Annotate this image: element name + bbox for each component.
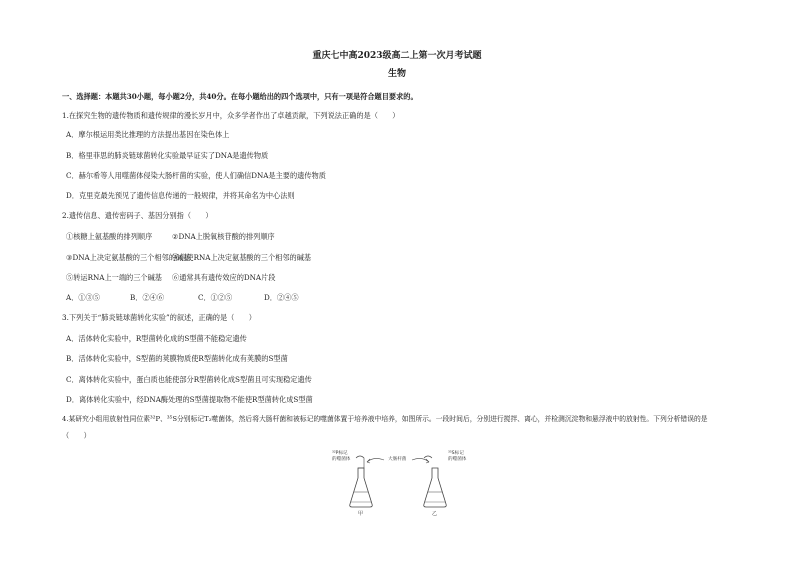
question-3-option-d: D．离体转化实验中，经DNA酶处理的S型菌提取物不能使R型菌转化成S型菌 (66, 395, 313, 404)
question-2-item-6: ⑥通常具有遗传效应的DNA片段 (172, 273, 276, 282)
question-1-option-a: A．摩尔根运用类比推理的方法提出基因在染色体上 (66, 130, 230, 139)
question-2-item-5: ⑤转运RNA上一端的三个碱基 (66, 273, 162, 282)
question-2-option-d: D．②④⑤ (264, 293, 299, 302)
flask-left-icon (350, 456, 373, 507)
question-2-option-c: C．①②⑤ (198, 293, 233, 302)
experiment-figure (320, 446, 480, 516)
exam-title: 重庆七中高2023级高二上第一次月考试题 (312, 51, 482, 61)
question-2-stem: 2.遗传信息、遗传密码子、基因分别指（ ） (62, 211, 213, 220)
question-1-option-c: C．赫尔希等人用噬菌体侵染大肠杆菌的实验，使人们确信DNA是主要的遗传物质 (66, 171, 326, 180)
question-2-item-4: ④信使RNA上决定氨基酸的三个相邻的碱基 (172, 253, 312, 262)
flask-right-icon (424, 456, 447, 507)
question-3-option-b: B．活体转化实验中，S型菌的荚膜物质使R型菌转化成有荚膜的S型菌 (66, 354, 288, 363)
question-4-stem: 4.某研究小组用放射性同位素³²P、³⁵S分别标记T₂噬菌体，然后将大肠杆菌和被标记的噬菌体置于培养液中培养，如图所示。一段时间后，分别进行搅拌、离心，并检测沉淀物和悬浮液中的放射性。下列分析错误的是 (62, 415, 708, 423)
question-2-option-a: A．①③⑤ (66, 293, 100, 302)
question-1-option-b: B．格里菲思的肺炎链球菌转化实验最早证实了DNA是遗传物质 (66, 151, 269, 160)
question-3-stem: 3.下列关于“肺炎链球菌转化实验”的叙述，正确的是（ ） (62, 313, 256, 322)
question-1-option-d: D．克里克最先预见了遗传信息传递的一般规律，并将其命名为中心法则 (66, 191, 295, 200)
right-label-line1: ³⁵S标记 (448, 451, 464, 456)
arrow-to-right-icon (412, 458, 429, 462)
right-label-line2: 的噬菌体 (448, 457, 467, 462)
question-2-item-1: ①核糖上氨基酸的排列顺序 (66, 232, 153, 241)
arrow-to-left-icon (367, 458, 384, 462)
flask-right-caption: 乙 (432, 511, 438, 516)
question-2-item-3: ③DNA上决定氨基酸的三个相邻的碱基 (66, 253, 191, 262)
middle-label: 大肠杆菌 (388, 457, 407, 462)
section-heading: 一、选择题：本题共30小题，每小题2分，共40分。在每小题给出的四个选项中，只有一项是符合题目要求的。 (62, 92, 418, 101)
question-3-option-c: C．离体转化实验中，蛋白质也能使部分R型菌转化成S型菌且可实现稳定遗传 (66, 375, 312, 384)
flask-left-caption: 甲 (358, 511, 364, 516)
question-4-stem-continued: （ ） (62, 431, 91, 440)
question-2-option-b: B．②④⑥ (130, 293, 165, 302)
question-1-stem: 1.在探究生物的遗传物质和遗传规律的漫长岁月中，众多学者作出了卓越贡献，下列说法正确的是（ ） (62, 111, 400, 120)
left-label-line1: ³²P标记 (332, 451, 348, 456)
left-label-line2: 的噬菌体 (332, 457, 351, 462)
subject-title: 生物 (387, 69, 406, 79)
question-3-option-a: A．活体转化实验中，R型菌转化成的S型菌不能稳定遗传 (66, 334, 247, 343)
question-2-item-2: ②DNA上脱氧核苷酸的排列顺序 (172, 232, 275, 241)
